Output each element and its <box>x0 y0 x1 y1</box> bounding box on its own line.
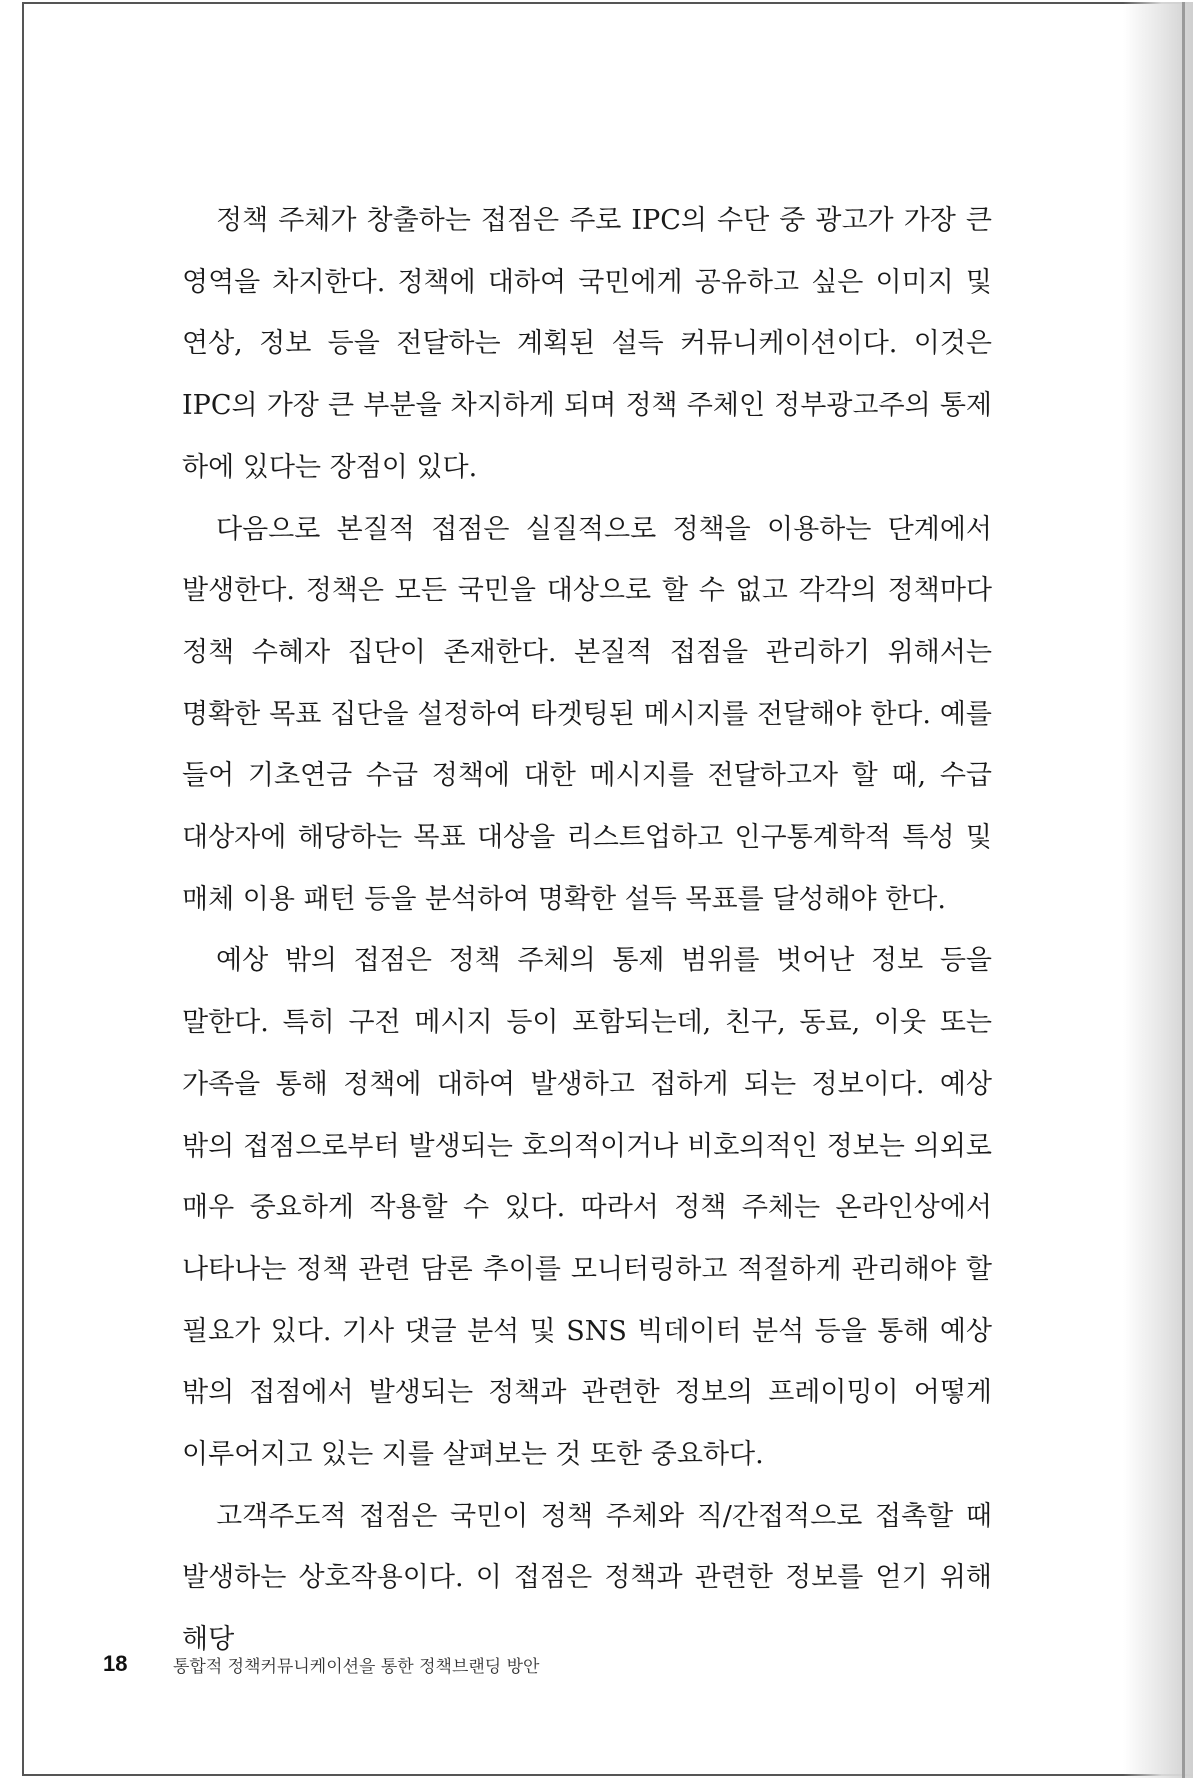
page-number: 18 <box>103 1651 128 1676</box>
running-title: 통합적 정책커뮤니케이션을 통한 정책브랜딩 방안 <box>173 1656 540 1677</box>
paragraph-3: 예상 밖의 접점은 정책 주체의 통제 범위를 벗어난 정보 등을 말한다. 특히 구전 메시지 등이 포함되는데, 친구, 동료, 이웃 또는 가족을 통해 정책에 대하여 발생하고 접하게 되는 정보이다. 예상 밖의 접점으로부터 발생되는 호의적이거나 비호의적인 정보는 의외로 매우 중요하게 작용할 수 있다. 따라서 정책 주체는 온라인상에서 나타나는 정책 관련 담론 추이를 모니터링하고 적절하게 관리해야 할 필요가 있다. 기사 댓글 분석 및 SNS 빅데이터 분석 등을 통해 예상 밖의 접점에서 발생되는 정책과 관련한 정보의 프레이밍이 어떻게 이루어지고 있는 지를 살펴보는 것 또한 중요하다. <box>182 945 992 1471</box>
body-text <box>182 190 992 1671</box>
page-footer <box>103 1644 539 1684</box>
paragraph-4: 고객주도적 접점은 국민이 정책 주체와 직/간접적으로 접촉할 때 발생하는 상호작용이다. 이 접점은 정책과 관련한 정보를 얻기 위해 해당 <box>182 1500 992 1656</box>
paragraph-1: 정책 주체가 창출하는 접점은 주로 IPC의 수단 중 광고가 가장 큰 영역을 차지한다. 정책에 대하여 국민에게 공유하고 싶은 이미지 및 연상, 정보 등을 전달하는 계획된 설득 커뮤니케이션이다. 이것은 IPC의 가장 큰 부분을 차지하게 되며 정책 주체인 정부광고주의 통제 하에 있다는 장점이 있다. <box>182 205 992 483</box>
page-edge <box>1182 2 1185 1778</box>
paragraph-2: 다음으로 본질적 접점은 실질적으로 정책을 이용하는 단계에서 발생한다. 정책은 모든 국민을 대상으로 할 수 없고 각각의 정책마다 정책 수혜자 집단이 존재한다. 본질적 접점을 관리하기 위해서는 명확한 목표 집단을 설정하여 타겟팅된 메시지를 전달해야 한다. 예를 들어 기초연금 수급 정책에 대한 메시지를 전달하고자 할 때, 수급 대상자에 해당하는 목표 대상을 리스트업하고 인구통계학적 특성 및 매체 이용 패턴 등을 분석하여 명확한 설득 목표를 달성해야 한다. <box>182 513 992 915</box>
